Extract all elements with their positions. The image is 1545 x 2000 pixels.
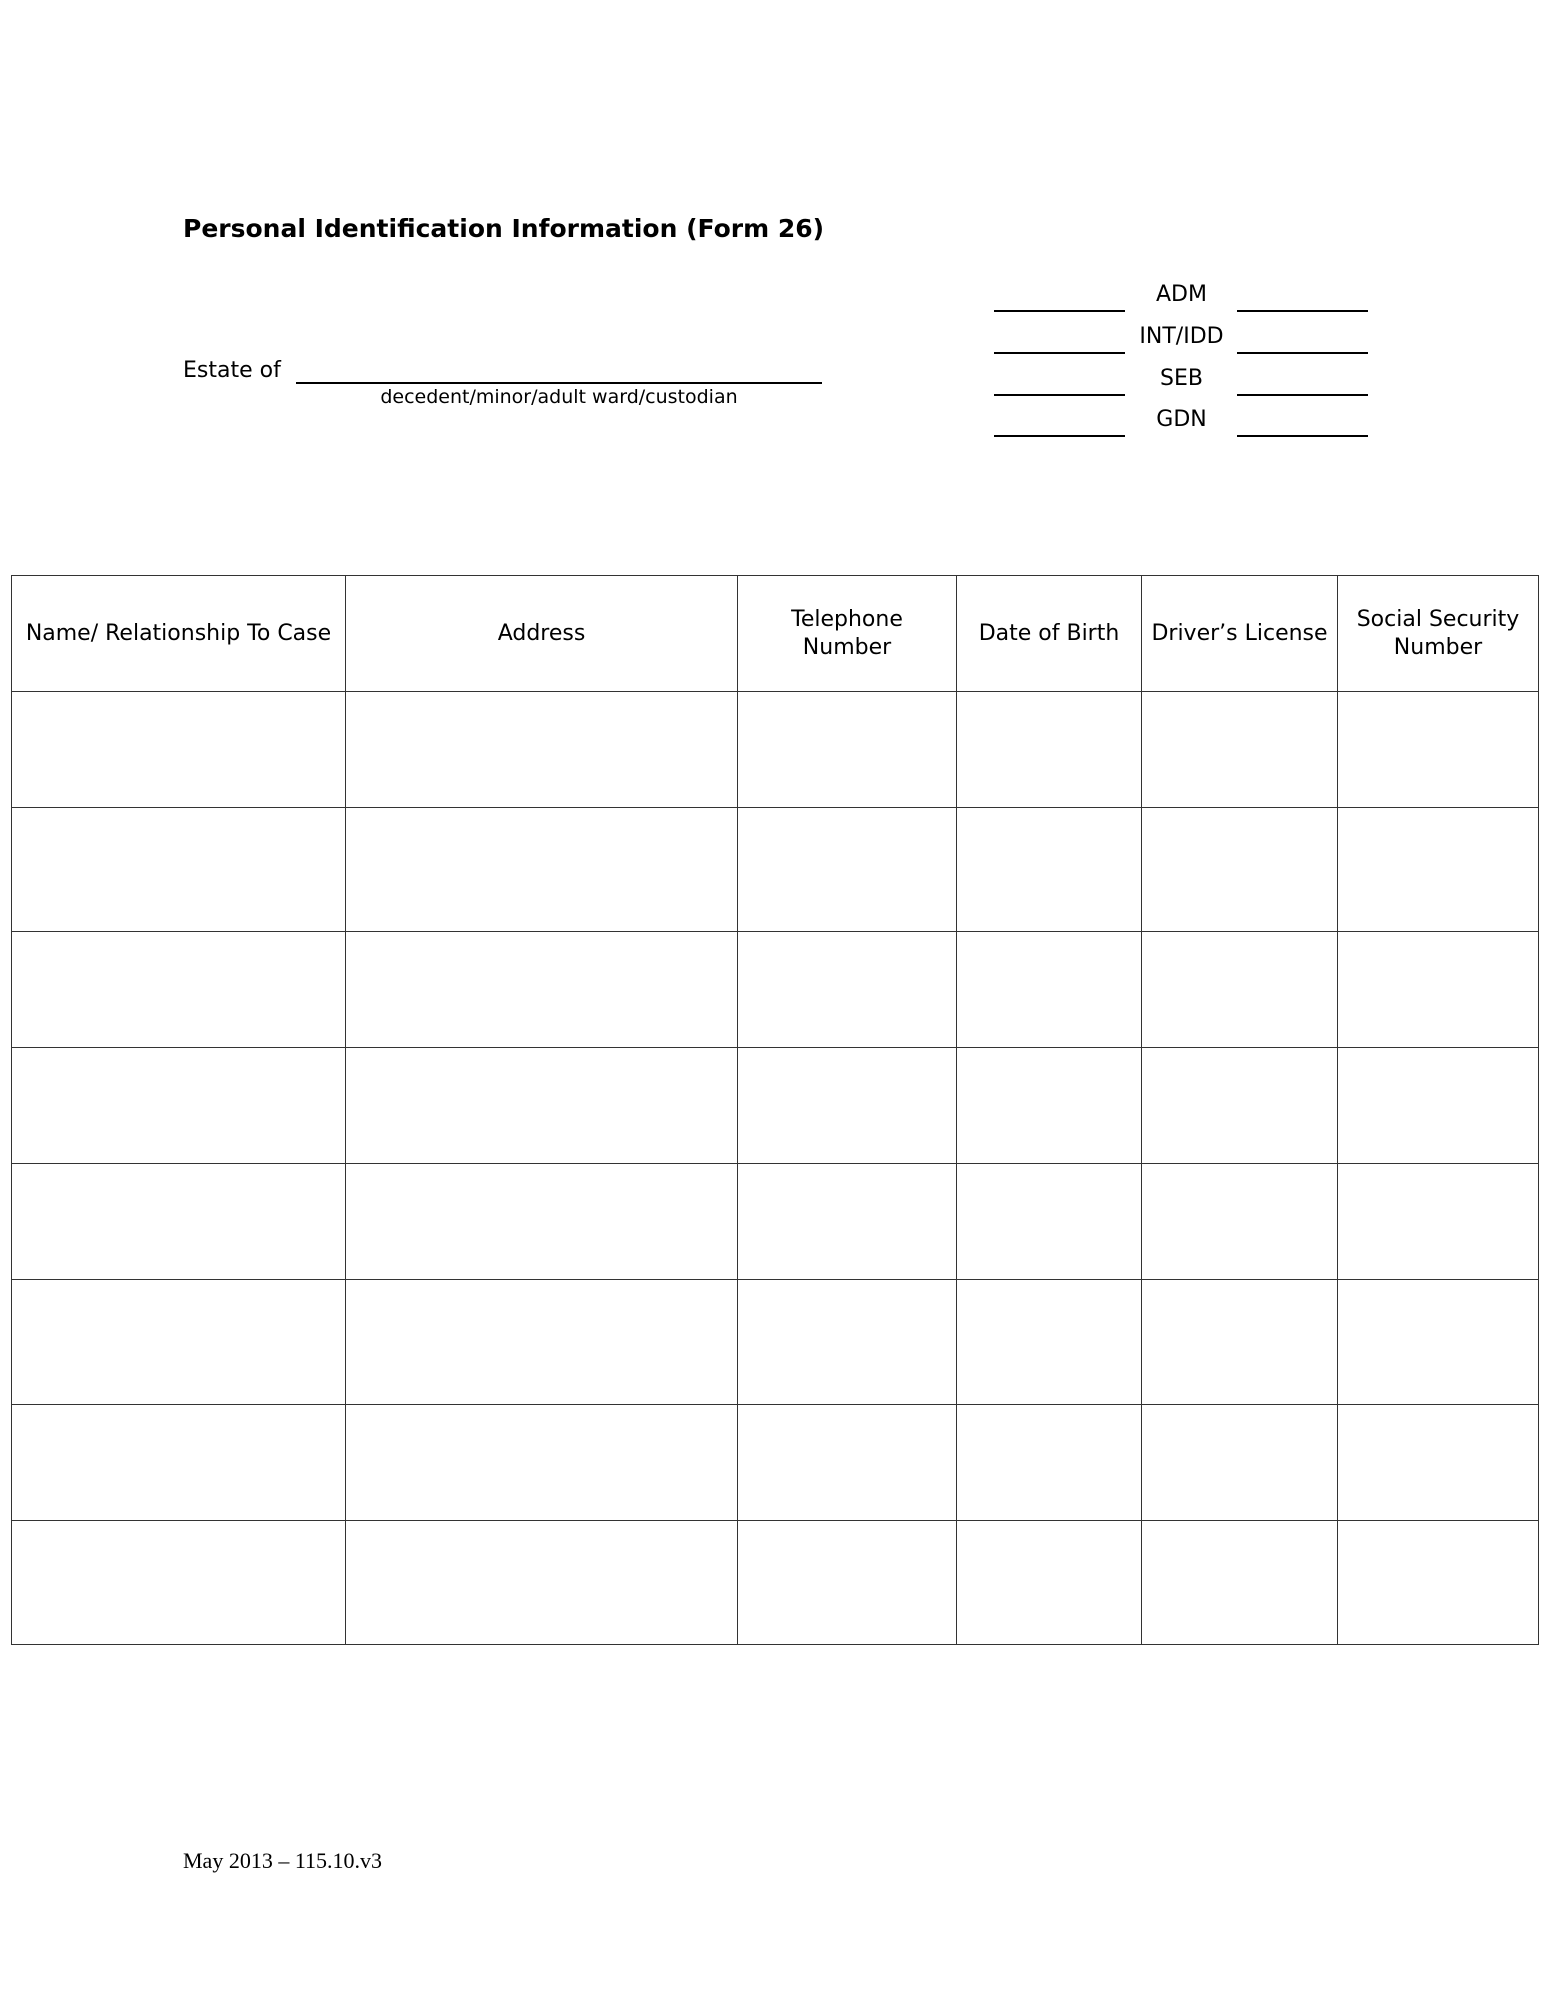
table-cell[interactable] xyxy=(12,1048,346,1164)
table-cell[interactable] xyxy=(1338,1048,1539,1164)
table-cell[interactable] xyxy=(1338,1280,1539,1405)
table-cell[interactable] xyxy=(738,1280,957,1405)
table-cell[interactable] xyxy=(346,1405,738,1521)
form-version-footer: May 2013 – 115.10.v3 xyxy=(183,1848,383,1873)
column-header: Address xyxy=(346,576,738,692)
table-cell[interactable] xyxy=(1338,692,1539,808)
table-cell[interactable] xyxy=(738,1521,957,1645)
case-code-label: SEB xyxy=(1160,366,1203,391)
table-header-row xyxy=(12,576,1539,692)
table-cell[interactable] xyxy=(1142,808,1338,932)
table-cell[interactable] xyxy=(1142,932,1338,1048)
table-cell[interactable] xyxy=(957,808,1142,932)
table-cell[interactable] xyxy=(1338,1521,1539,1645)
table-cell[interactable] xyxy=(346,932,738,1048)
table-row xyxy=(12,692,1539,808)
table-cell[interactable] xyxy=(346,1048,738,1164)
table-cell[interactable] xyxy=(738,932,957,1048)
column-header: Social Security Number xyxy=(1338,576,1539,692)
estate-caption: decedent/minor/adult ward/custodian xyxy=(380,386,738,408)
table-cell[interactable] xyxy=(12,1164,346,1280)
case-code-right-blank[interactable] xyxy=(1237,435,1368,437)
case-code-row-gdn xyxy=(994,407,1368,437)
table-cell[interactable] xyxy=(12,1405,346,1521)
table-cell[interactable] xyxy=(346,1280,738,1405)
table-row xyxy=(12,932,1539,1048)
table-row xyxy=(12,1405,1539,1521)
table-cell[interactable] xyxy=(1142,1048,1338,1164)
table-cell[interactable] xyxy=(957,1521,1142,1645)
column-header: Date of Birth xyxy=(957,576,1142,692)
table-cell[interactable] xyxy=(12,808,346,932)
table-cell[interactable] xyxy=(1338,808,1539,932)
table-cell[interactable] xyxy=(1338,1164,1539,1280)
table-cell[interactable] xyxy=(12,1280,346,1405)
table-cell[interactable] xyxy=(738,692,957,808)
form-title: Personal Identification Information (Form 26) xyxy=(183,214,825,243)
table-row xyxy=(12,1048,1539,1164)
case-code-right-blank[interactable] xyxy=(1237,310,1368,312)
table-cell[interactable] xyxy=(346,1164,738,1280)
table-cell[interactable] xyxy=(346,1521,738,1645)
table-row xyxy=(12,1521,1539,1645)
case-code-label: INT/IDD xyxy=(1139,324,1224,349)
case-code-left-blank[interactable] xyxy=(994,435,1125,437)
case-code-right-blank[interactable] xyxy=(1237,394,1368,396)
column-header: Name/ Relationship To Case xyxy=(12,576,346,692)
table-cell[interactable] xyxy=(738,808,957,932)
table-cell[interactable] xyxy=(1142,1521,1338,1645)
table-cell[interactable] xyxy=(1338,1405,1539,1521)
case-code-right-blank[interactable] xyxy=(1237,352,1368,354)
case-code-left-blank[interactable] xyxy=(994,394,1125,396)
table-cell[interactable] xyxy=(1142,1164,1338,1280)
table-cell[interactable] xyxy=(957,1048,1142,1164)
table-cell[interactable] xyxy=(957,932,1142,1048)
table-cell[interactable] xyxy=(346,692,738,808)
table-cell[interactable] xyxy=(957,692,1142,808)
table-cell[interactable] xyxy=(957,1164,1142,1280)
case-code-row-seb xyxy=(994,366,1368,396)
table-cell[interactable] xyxy=(738,1048,957,1164)
table-cell[interactable] xyxy=(1338,932,1539,1048)
table-cell[interactable] xyxy=(12,692,346,808)
table-cell[interactable] xyxy=(12,1521,346,1645)
case-code-left-blank[interactable] xyxy=(994,310,1125,312)
case-code-label: GDN xyxy=(1156,407,1207,432)
table-cell[interactable] xyxy=(957,1280,1142,1405)
table-row xyxy=(12,808,1539,932)
case-code-row-adm xyxy=(994,282,1368,312)
table-cell[interactable] xyxy=(738,1405,957,1521)
table-cell[interactable] xyxy=(957,1405,1142,1521)
table-cell[interactable] xyxy=(1142,1280,1338,1405)
table-cell[interactable] xyxy=(346,808,738,932)
table-cell[interactable] xyxy=(1142,1405,1338,1521)
case-code-label: ADM xyxy=(1156,282,1207,307)
column-header: Telephone Number xyxy=(738,576,957,692)
case-code-left-blank[interactable] xyxy=(994,352,1125,354)
table-cell[interactable] xyxy=(738,1164,957,1280)
column-header: Driver’s License xyxy=(1142,576,1338,692)
case-code-row-int-idd xyxy=(994,324,1368,354)
estate-input-line[interactable] xyxy=(296,382,822,384)
estate-label: Estate of xyxy=(183,358,281,383)
table-cell[interactable] xyxy=(12,932,346,1048)
table-row xyxy=(12,1280,1539,1405)
identification-table xyxy=(11,575,1539,1645)
table-row xyxy=(12,1164,1539,1280)
table-cell[interactable] xyxy=(1142,692,1338,808)
